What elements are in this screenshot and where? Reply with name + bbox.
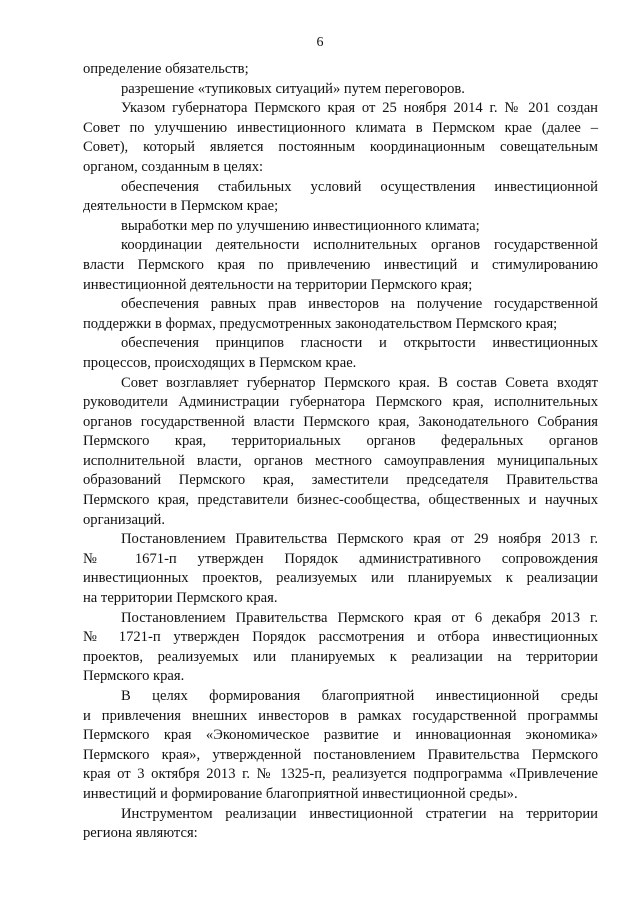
text-line: обеспечения равных прав инвесторов на получение государственной [121,296,598,313]
text-line: Пермского края, территориальных органов федеральных органов [83,433,598,450]
text-line: Пермского края», утвержденной постановлением Правительства Пермского [83,746,598,763]
text-line: края от 3 октября 2013 г. № 1325-п, реализуется подпрограмма «Привлечение [83,766,598,783]
text-line: поддержки в формах, предусмотренных законодательством Пермского края; [83,315,558,332]
text-line: В целях формирования благоприятной инвестиционной среды [121,688,598,704]
paragraph [83,374,598,531]
text-line: определение обязательств; [83,61,249,77]
paragraph [83,334,598,373]
text-line: и привлечения внешних инвесторов в рамках государственной программы [83,707,598,724]
text-line: № 1721-п утвержден Порядок рассмотрения и отбора инвестиционных [83,629,598,646]
text-line: Совет возглавляет губернатор Пермского края. В состав Совета входят [121,374,598,391]
text-line: Совет), который является постоянным координационным совещательным [83,139,598,156]
text-line: Пермского края. [83,668,185,685]
document-body [83,60,598,844]
text-line: координации деятельности исполнительных органов государственной [121,237,598,254]
text-line: процессов, происходящих в Пермском крае. [83,354,357,371]
paragraph [83,295,598,334]
text-line: Пермского края, представители бизнес-сообщества, общественных и научных [83,492,598,509]
text-line: руководители Администрации губернатора Пермского края, исполнительных [83,394,598,411]
text-line: № 1671-п утвержден Порядок административного сопровождения [83,550,598,567]
text-line: проектов, реализуемых или планируемых к реализации на территории [83,648,598,665]
text-line: Пермского края «Экономическое развитие и инновационная экономика» [83,727,598,744]
paragraph [83,217,598,237]
text-line: Постановлением Правительства Пермского края от 6 декабря 2013 г. [121,609,598,626]
paragraph [83,530,598,608]
text-line: деятельности в Пермском крае; [83,198,279,215]
page-number: 6 [316,35,324,50]
text-line: Совет по улучшению инвестиционного климата в Пермском крае (далее – [83,119,598,136]
paragraph [83,60,598,80]
text-line: органов государственной власти Пермского края, Законодательного Собрания [83,413,598,430]
text-line: инвестиционных проектов, реализуемых или планируемых к реализации [83,570,598,587]
paragraph [83,805,598,844]
paragraph [83,99,598,177]
text-line: обеспечения стабильных условий осуществления инвестиционной [121,178,598,195]
text-line: инвестиционной деятельности на территории Пермского края; [83,276,473,293]
text-line: инвестиций и формирование благоприятной инвестиционной среды». [83,785,518,802]
paragraph [83,236,598,295]
paragraph [83,609,598,687]
paragraph [83,687,598,805]
text-line: разрешение «тупиковых ситуаций» путем переговоров. [121,80,465,97]
text-line: региона являются: [83,825,198,842]
paragraph [83,80,598,100]
text-line: организаций. [83,511,165,528]
text-line: выработки мер по улучшению инвестиционного климата; [121,217,480,234]
text-line: Постановлением Правительства Пермского края от 29 ноября 2013 г. [121,531,598,548]
text-line: на территории Пермского края. [83,590,278,607]
text-line: образований Пермского края, заместители председателя Правительства [83,472,598,489]
text-line: органом, созданным в целях: [83,158,264,175]
text-line: Указом губернатора Пермского края от 25 ноября 2014 г. № 201 создан [121,100,598,117]
text-line: власти Пермского края по привлечению инвестиций и стимулированию [83,256,598,273]
text-line: Инструментом реализации инвестиционной стратегии на территории [121,805,598,822]
text-line: обеспечения принципов гласности и открытости инвестиционных [121,335,598,352]
paragraph [83,178,598,217]
text-line: исполнительной власти, органов местного самоуправления муниципальных [83,452,598,469]
